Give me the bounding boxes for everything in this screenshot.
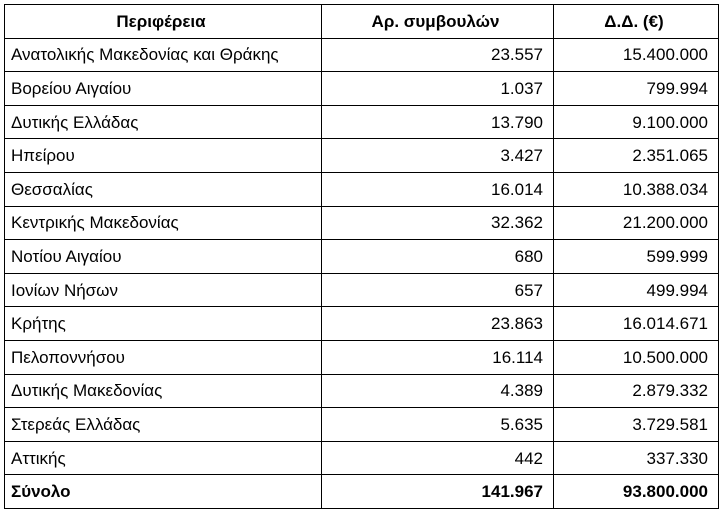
amount-cell: 3.729.581 — [554, 408, 719, 442]
region-cell: Κρήτης — [5, 307, 322, 341]
region-cell: Ιονίων Νήσων — [5, 273, 322, 307]
region-cell: Ανατολικής Μακεδονίας και Θράκης — [5, 38, 322, 72]
amount-cell: 16.014.671 — [554, 307, 719, 341]
table-row — [5, 408, 719, 442]
amount-cell: 2.879.332 — [554, 374, 719, 408]
table-row — [5, 307, 719, 341]
region-cell: Βορείου Αιγαίου — [5, 72, 322, 106]
consultations-cell: 1.037 — [322, 72, 554, 106]
consultations-cell: 23.863 — [322, 307, 554, 341]
header-amount: Δ.Δ. (€) — [554, 5, 719, 39]
region-cell: Νοτίου Αιγαίου — [5, 240, 322, 274]
region-cell: Στερεάς Ελλάδας — [5, 408, 322, 442]
region-cell: Πελοποννήσου — [5, 340, 322, 374]
amount-cell: 15.400.000 — [554, 38, 719, 72]
table-row — [5, 273, 719, 307]
region-cell: Κεντρικής Μακεδονίας — [5, 206, 322, 240]
table-row — [5, 172, 719, 206]
header-consultations: Αρ. συμβουλών — [322, 5, 554, 39]
table-row — [5, 340, 719, 374]
consultations-cell: 3.427 — [322, 139, 554, 173]
amount-cell: 337.330 — [554, 441, 719, 475]
table-row — [5, 72, 719, 106]
table-row — [5, 441, 719, 475]
amount-cell: 499.994 — [554, 273, 719, 307]
consultations-cell: 13.790 — [322, 105, 554, 139]
total-consultations: 141.967 — [322, 475, 554, 509]
consultations-cell: 16.014 — [322, 172, 554, 206]
table-row — [5, 139, 719, 173]
consultations-cell: 442 — [322, 441, 554, 475]
table-header-row — [5, 5, 719, 39]
region-cell: Αττικής — [5, 441, 322, 475]
amount-cell: 9.100.000 — [554, 105, 719, 139]
amount-cell: 799.994 — [554, 72, 719, 106]
table-row — [5, 105, 719, 139]
region-cell: Θεσσαλίας — [5, 172, 322, 206]
consultations-cell: 32.362 — [322, 206, 554, 240]
consultations-cell: 5.635 — [322, 408, 554, 442]
region-cell: Δυτικής Μακεδονίας — [5, 374, 322, 408]
consultations-cell: 23.557 — [322, 38, 554, 72]
table-row — [5, 374, 719, 408]
amount-cell: 2.351.065 — [554, 139, 719, 173]
consultations-cell: 4.389 — [322, 374, 554, 408]
consultations-cell: 16.114 — [322, 340, 554, 374]
amount-cell: 21.200.000 — [554, 206, 719, 240]
table-row — [5, 206, 719, 240]
total-label: Σύνολο — [5, 475, 322, 509]
table-row — [5, 240, 719, 274]
consultations-cell: 657 — [322, 273, 554, 307]
amount-cell: 10.500.000 — [554, 340, 719, 374]
region-cell: Δυτικής Ελλάδας — [5, 105, 322, 139]
amount-cell: 10.388.034 — [554, 172, 719, 206]
total-amount: 93.800.000 — [554, 475, 719, 509]
amount-cell: 599.999 — [554, 240, 719, 274]
total-row — [5, 475, 719, 509]
regions-table — [4, 4, 719, 509]
header-region: Περιφέρεια — [5, 5, 322, 39]
table-row — [5, 38, 719, 72]
region-cell: Ηπείρου — [5, 139, 322, 173]
consultations-cell: 680 — [322, 240, 554, 274]
